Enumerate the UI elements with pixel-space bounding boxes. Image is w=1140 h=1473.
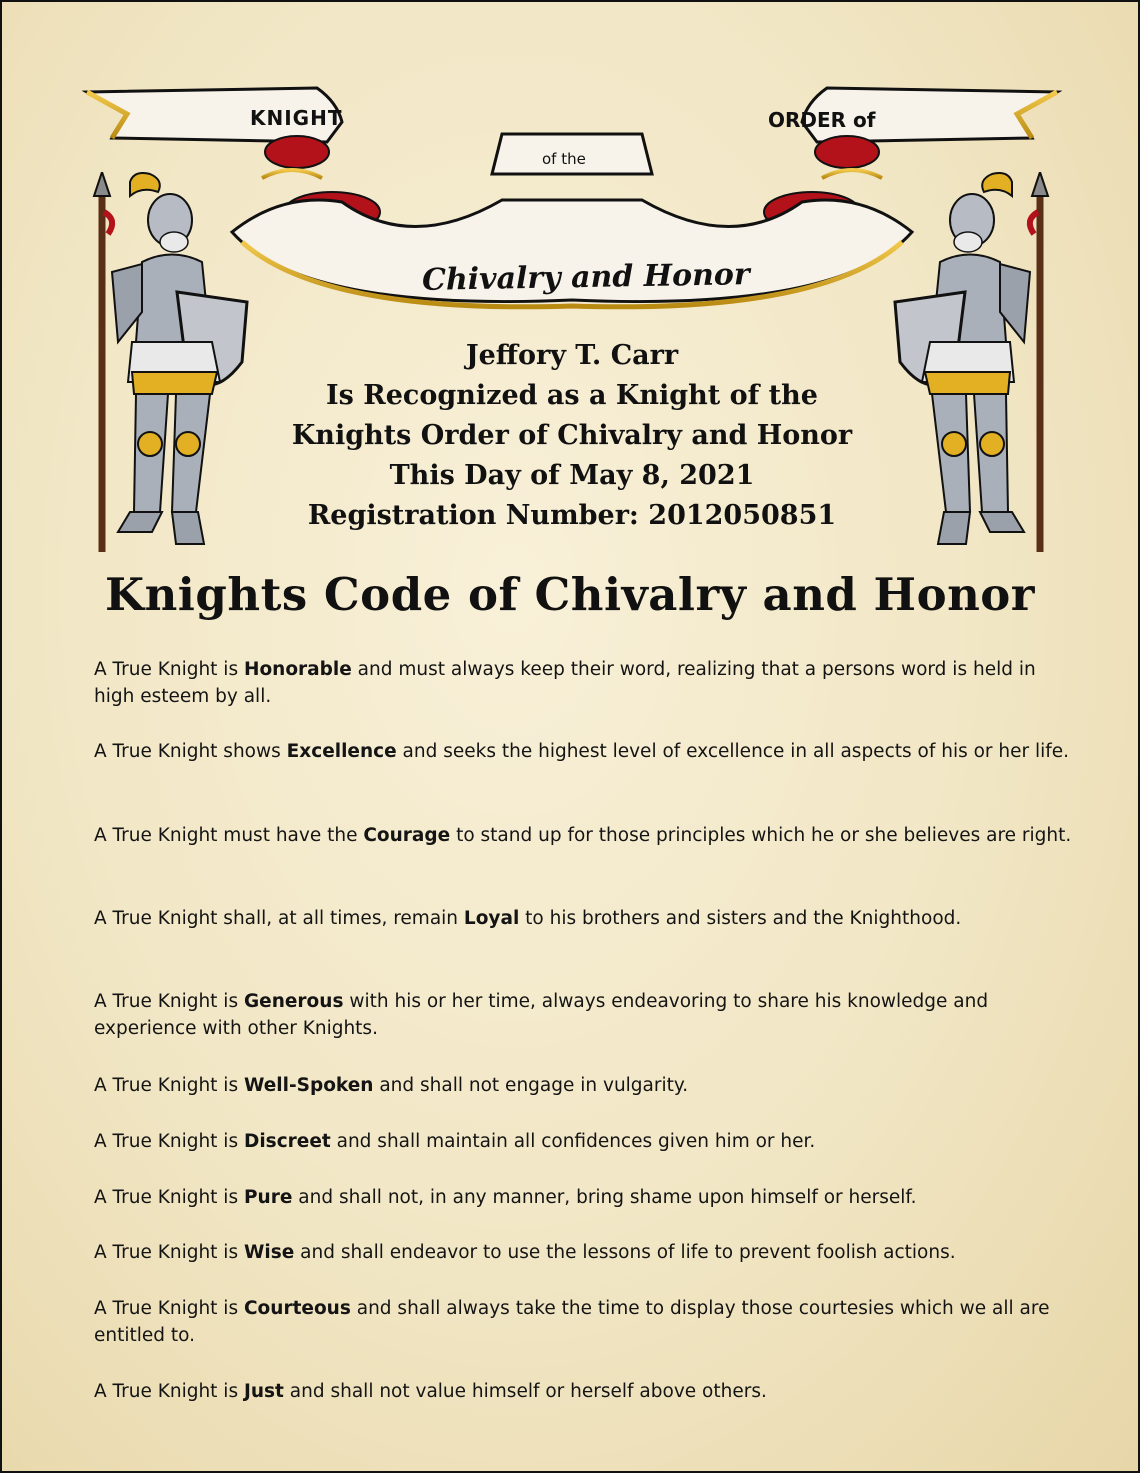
recognition-block bbox=[272, 336, 872, 536]
virtue-item: A True Knight is Discreet and shall maintain all confidences given him or her. bbox=[94, 1131, 816, 1152]
virtue-item: A True Knight is Honorable and must always keep their word, realizing that a persons word is held in high esteem by all. bbox=[94, 659, 1036, 707]
date-line: This Day of May 8, 2021 bbox=[389, 460, 755, 491]
order-name-line: Knights Order of Chivalry and Honor bbox=[291, 420, 853, 451]
banner-left-text: KNIGHT bbox=[250, 106, 343, 130]
code-title: Knights Code of Chivalry and Honor bbox=[104, 568, 1036, 621]
virtue-item: A True Knight is Generous with his or her time, always endeavoring to share his knowledge and experience with other Knights. bbox=[94, 991, 989, 1039]
virtue-item: A True Knight must have the Courage to stand up for those principles which he or she believes are right. bbox=[94, 825, 1072, 846]
registration-number-line: Registration Number: 2012050851 bbox=[307, 500, 837, 531]
virtue-item: A True Knight is Well-Spoken and shall not engage in vulgarity. bbox=[94, 1075, 689, 1096]
knight-left-illustration bbox=[72, 172, 262, 572]
knight-right-illustration bbox=[880, 172, 1070, 572]
recipient-name: Jeffory T. Carr bbox=[465, 340, 679, 371]
virtue-item: A True Knight is Wise and shall endeavor to use the lessons of life to prevent foolish actions. bbox=[94, 1242, 956, 1263]
virtue-item: A True Knight is Pure and shall not, in any manner, bring shame upon himself or herself. bbox=[94, 1187, 917, 1208]
virtue-item: A True Knight shows Excellence and seeks the highest level of excellence in all aspects of his or her life. bbox=[94, 741, 1070, 762]
recognition-line: Is Recognized as a Knight of the bbox=[326, 380, 818, 411]
virtue-item: A True Knight is Courteous and shall always take the time to display those courtesies which we all are entitled to. bbox=[94, 1298, 1050, 1346]
banner-right-text: ORDER of bbox=[768, 108, 876, 132]
banner-bottom-text: Chivalry and Honor bbox=[421, 257, 750, 298]
virtue-item: A True Knight shall, at all times, remain Loyal to his brothers and sisters and the Knighthood. bbox=[94, 908, 962, 929]
banner-center-text: of the bbox=[542, 150, 586, 168]
virtue-item: A True Knight is Just and shall not value himself or herself above others. bbox=[94, 1381, 767, 1402]
